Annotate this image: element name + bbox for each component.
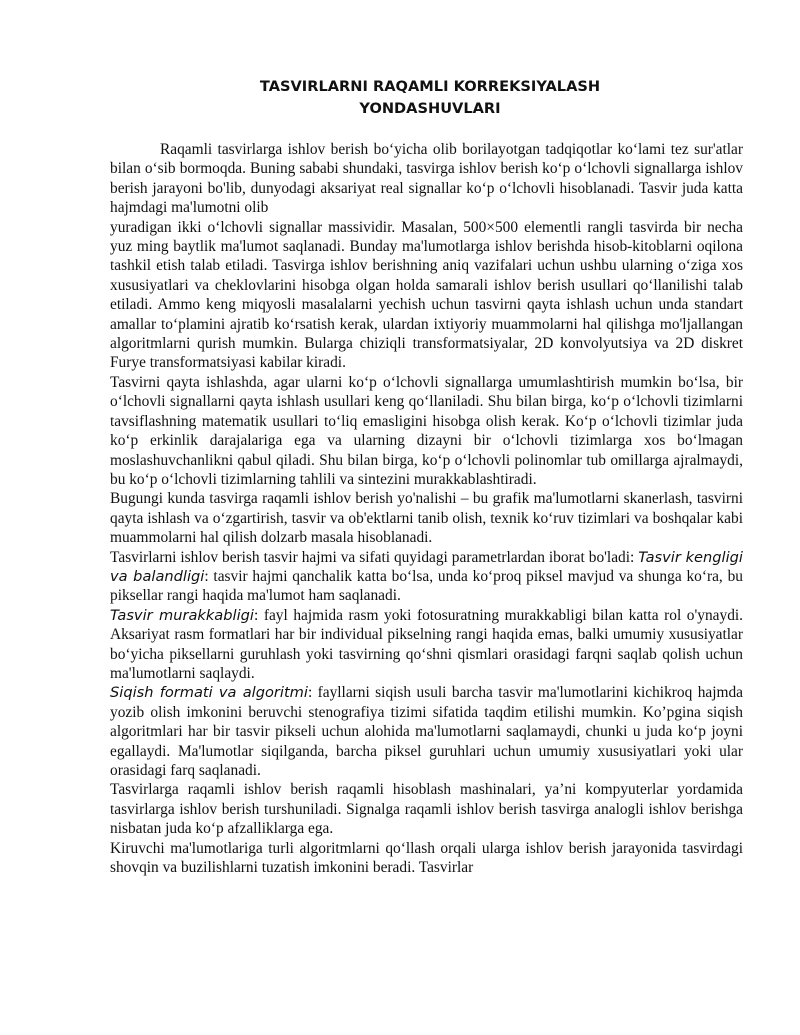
paragraph-digital-processing: Tasvirlarga raqamli ishlov berish raqamli hisoblash mashinalari, ya’ni kompyuterlar yordamida tasvirlarga ishlov berish turshuniladi. Signalga raqamli ishlov berish tasvirga analogli ishlov berishga nisbatan juda ko‘p afzalliklarga ega. [110,781,743,838]
paragraph-compression-rest: : fayllarni siqish usuli barcha tasvir ma'lumotlarini kichikroq hajmda yozib olish imkonini beruvchi stenografiya tizimi sifatida taqdim etilishi mumkin. Ko’pgina siqish algoritmlari har bir tasvir pikseli uchun alohida ma'lumotlarni saqlamaydi, chunki u juda ko‘p joyni egallaydi. Ma'lumotlar siqilganda, barcha piksel guruhlari uchun umumiy xususiyatlari yoki ular orasidagi farq saqlanadi. [110,684,743,779]
paragraph-multidimensional: Tasvirni qayta ishlashda, agar ularni ko‘p o‘lchovli signallarga umumlashtirish mumkin bo‘lsa, bir o‘lchovli signallarni qayta ishlash usullari keng qo‘llaniladi. Shu bilan birga, ko‘p o‘lchovli tizimlarni tavsiflashning matematik usullari to‘liq emasligini hisobga olish kerak. Ko‘p o‘lchovli tizimlar juda ko‘p erkinlik darajalariga ega va ularning dizayni bir o‘lchovli tizimlarga xos bo‘lmagan moslashuvchanlikni qabul qiladi. Shu bilan birga, ko‘p o‘lchovli polinomlar tub omillarga ajralmaydi, bu ko‘p o‘lchovli tizimlarning tahlili va sintezini murakkablashtiradi. [110,373,743,488]
paragraph-parameters-rest: : tasvir hajmi qanchalik katta bo‘lsa, unda ko‘proq piksel mavjud va shunga ko‘ra, bu piksellar rangi haqida ma'lumot ham saqlanadi. [110,567,743,605]
paragraph-today: Bugungi kunda tasvirga raqamli ishlov berish yo'nalishi – bu grafik ma'lumotlarni skanerlash, tasvirni qayta ishlash va o‘zgartirish, tasvir va ob'ektlarni tanib olish, texnik ko‘ruv tizimlari va boshqalar kabi muammolarni hal qilish dolzarb masala hisoblanadi. [110,490,743,547]
document-title [110,76,750,120]
paragraph-parameters [110,548,743,606]
paragraph-complexity-rest: : fayl hajmida rasm yoki fotosuratning murakkabligi bilan katta rol o'ynaydi. Aksariyat rasm formatlari har bir individual pikselning rangi haqida emas, balki umumiy xususiyatlar bo‘yicha piksellarni guruhlash yoki tasvirning qo‘shni qismlari orasidagi farqni saqlab qolish uchun ma'lumotlarni saqlaydi. [110,606,744,682]
term-complexity: Tasvir murakkabligi [110,606,254,624]
paragraph-parameters-text: Tasvirlarni ishlov berish tasvir hajmi va sifati quyidagi parametrlardan iborat bo'ladi: [110,548,639,566]
document-body [110,140,743,877]
title-line-2: YONDASHUVLARI [359,100,501,117]
paragraph-intro: Raqamli tasvirlarga ishlov berish bo‘yicha olib borilayotgan tadqiqotlar ko‘lami tez sur'atlar bilan o‘sib bormoqda. Buning sababi shundaki, tasvirga ishlov berish ko‘p o‘lchovli signallarga ishlov berish jarayoni bo'lib, dunyodagi aksariyat real signallar ko‘p o‘lchovli hisoblanadi. Tasvir juda katta hajmdagi ma'lumotni olib [110,141,743,217]
paragraph-complexity [110,606,743,684]
paragraph-signals: yuradigan ikki o‘lchovli signallar massividir. Masalan, 500×500 elementli rangli tasvirda bir necha yuz ming baytlik ma'lumot saqlanadi. Bunday ma'lumotlarga ishlov berishda hisob-kitoblarni oqilona tashkil etish talab etiladi. Tasvirga ishlov berishning aniq vazifalari uchun ushbu ularning o‘ziga xos xususiyatlari va cheklovlarini hisobga olgan holda samarali ishlov berish usullari qo‘llanilishi talab etiladi. Ammo keng miqyosli masalalarni yechish uchun tasvirni qayta ishlash uchun unda standart amallar to‘plamini ajratib ko‘rsatish kerak, ulardan ixtiyoriy muammolarni hal qilishga mo'ljallangan algoritmlarni qurish mumkin. Bularga chiziqli transformatsiyalar, 2D konvolyutsiya va 2D diskret Furye transformatsiyasi kabilar kiradi. [110,218,743,372]
paragraph-algorithms: Kiruvchi ma'lumotlariga turli algoritmlarni qo‘llash orqali ularga ishlov berish jarayonida tasvirdagi shovqin va buzilishlarni tuzatish imkonini beradi. Tasvirlar [110,839,743,877]
term-compression: Siqish formati va algoritmi [110,684,308,702]
term-size: Tasvir kengligi va balandligi [110,548,743,585]
title-line-1: TASVIRLARNI RAQAMLI KORREKSIYALASH [259,78,601,95]
paragraph-compression [110,683,743,780]
